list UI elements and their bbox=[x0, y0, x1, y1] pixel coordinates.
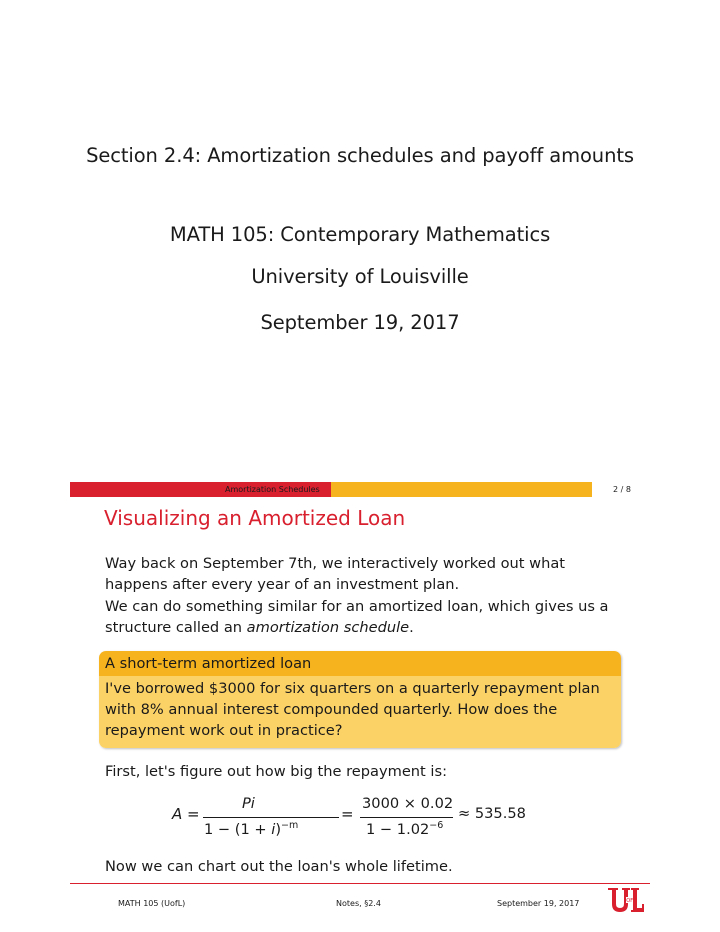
paragraph-chart: Now we can chart out the loan's whole lifetime. bbox=[105, 858, 453, 875]
course-name: MATH 105: Contemporary Mathematics bbox=[169, 223, 551, 246]
paragraph-intro: Way back on September 7th, we interactively worked out what happens after every year of an investment plan. bbox=[105, 555, 566, 593]
presentation-date: September 19, 2017 bbox=[260, 311, 460, 334]
example-block bbox=[99, 651, 621, 748]
denominator-1-part-b: ) bbox=[275, 821, 282, 838]
formula-denominator-2 bbox=[366, 820, 443, 838]
formula-denominator-1 bbox=[204, 820, 298, 838]
formula-lhs: A = bbox=[172, 805, 200, 823]
frame-title: Visualizing an Amortized Loan bbox=[104, 506, 406, 530]
footer-notes: Notes, §2.4 bbox=[336, 899, 381, 908]
formula-equals: = bbox=[341, 805, 354, 823]
fraction-bar-1 bbox=[203, 817, 339, 818]
institution: University of Louisville bbox=[251, 265, 469, 288]
header-section-name: Amortization Schedules bbox=[225, 485, 320, 494]
paragraph-text: We can do something similar for an amortized loan, which gives us a structure called an bbox=[105, 598, 609, 636]
example-block-title: A short-term amortized loan bbox=[99, 651, 621, 676]
denominator-1-part-a: 1 − (1 + bbox=[204, 821, 272, 838]
emphasis-term: amortization schedule bbox=[246, 619, 410, 636]
formula-numerator-1: Pi bbox=[242, 795, 255, 812]
header-page-number: 2 / 8 bbox=[613, 485, 631, 494]
paragraph-repayment: First, let's figure out how big the repayment is: bbox=[105, 763, 447, 780]
footer-divider bbox=[70, 883, 650, 884]
presentation-title: Section 2.4: Amortization schedules and payoff amounts bbox=[86, 144, 634, 167]
footer-date: September 19, 2017 bbox=[497, 899, 580, 908]
denominator-1-exponent: −m bbox=[281, 820, 299, 831]
svg-text:OF: OF bbox=[626, 898, 634, 905]
denominator-2-exponent: −6 bbox=[429, 820, 444, 831]
denominator-2-base: 1 − 1.02 bbox=[366, 821, 430, 838]
denominator-1-i: i bbox=[271, 821, 276, 838]
paragraph-amortization bbox=[105, 596, 625, 638]
footer-course: MATH 105 (UofL) bbox=[118, 899, 186, 908]
example-block-body: I've borrowed $3000 for six quarters on a quarterly repayment plan with 8% annual interest compounded quarterly. How does the repayment work out in practice? bbox=[99, 676, 621, 748]
paragraph-text-end: . bbox=[409, 619, 414, 636]
header-bar-gold bbox=[331, 482, 592, 497]
formula-numerator-2: 3000 × 0.02 bbox=[362, 795, 454, 812]
fraction-bar-2 bbox=[360, 817, 453, 818]
uofl-logo-icon bbox=[606, 886, 646, 914]
formula-result: ≈ 535.58 bbox=[458, 805, 526, 822]
